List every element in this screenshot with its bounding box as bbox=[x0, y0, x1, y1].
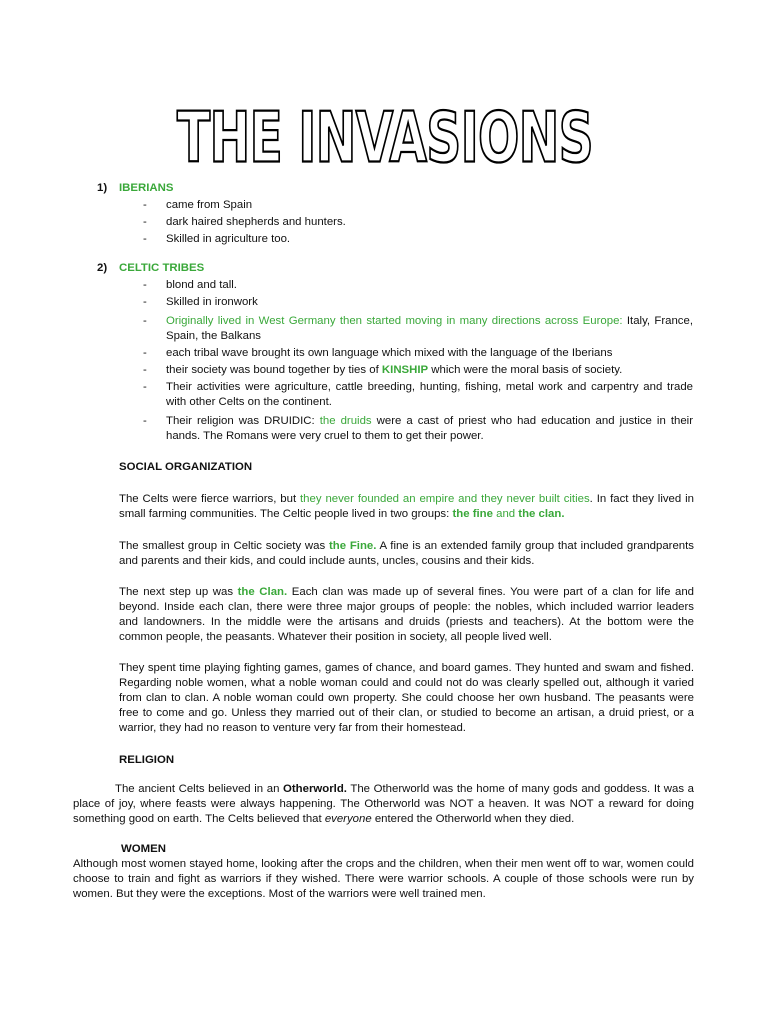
text-span: A fine is an extended family group that included grandparents and parents and their kids, and could include aunts, uncles, cousins and their kids. bbox=[119, 540, 694, 567]
text-span: The next step up was bbox=[119, 586, 238, 598]
women-heading: WOMEN bbox=[121, 843, 166, 855]
clan-term: the clan. bbox=[518, 508, 565, 520]
text-span: entered the Otherworld when they died. bbox=[371, 813, 575, 825]
list-item bbox=[143, 414, 693, 444]
bullet-dash: - bbox=[143, 233, 147, 245]
bullet-dash: - bbox=[143, 381, 147, 393]
text-span: . In fact they lived in small farming communities. The Celtic people lived in two groups: bbox=[119, 493, 694, 520]
bullet-dash: - bbox=[143, 216, 147, 228]
text-span: The ancient Celts believed in an bbox=[115, 783, 284, 795]
social-paragraph-2 bbox=[119, 539, 694, 569]
celtic-tribes-number: 2) bbox=[97, 262, 108, 274]
religion-text-b: were a cast of priest who had education and justice in their hands. The Romans were very cruel to them to get their power. bbox=[166, 415, 693, 442]
bullet-dash: - bbox=[143, 296, 147, 308]
bullet-dash: - bbox=[143, 279, 147, 291]
list-item-text: blond and tall. bbox=[166, 279, 237, 291]
list-item bbox=[143, 232, 346, 247]
list-item bbox=[143, 363, 693, 378]
celtic-tribes-list bbox=[143, 278, 693, 446]
origin-places-text: Italy, France, Spain, the Balkans bbox=[166, 315, 694, 342]
list-item bbox=[143, 380, 693, 410]
fine-term: the Fine. bbox=[328, 540, 377, 552]
list-item bbox=[143, 215, 346, 230]
kinship-term: KINSHIP bbox=[381, 364, 429, 376]
text-span: The smallest group in Celtic society was bbox=[119, 540, 329, 552]
page-title-text: THE INVASIONS bbox=[176, 96, 593, 178]
text-span: and bbox=[492, 508, 519, 520]
bullet-dash: - bbox=[143, 347, 147, 359]
fine-term: the fine bbox=[452, 508, 493, 520]
women-paragraph: Although most women stayed home, looking after the crops and the children, when their men went off to war, women could choose to train and fight as warriors if they wished. There were warrior schools. A couple of those schools were run by women. But they were the exceptions. Most of the warriors were well trained men. bbox=[73, 858, 694, 900]
list-item bbox=[143, 295, 693, 310]
kinship-text-a: their society was bound together by ties of bbox=[166, 364, 382, 376]
list-item bbox=[143, 278, 693, 293]
text-span: The Otherworld was the home of many gods and goddess. It was a place of joy, where feasts were always happening. The Otherworld was NOT a heaven. It was NOT a reward for doing something good on earth. The Celts believed that bbox=[73, 783, 694, 825]
list-item bbox=[143, 346, 693, 361]
celtic-tribes-heading-text: CELTIC TRIBES bbox=[119, 262, 205, 274]
list-item bbox=[143, 314, 693, 344]
social-paragraph-1 bbox=[119, 492, 694, 522]
bullet-dash: - bbox=[143, 315, 147, 327]
bullet-dash: - bbox=[143, 199, 147, 211]
list-item-text: dark haired shepherds and hunters. bbox=[166, 216, 346, 228]
list-item-text: Skilled in ironwork bbox=[166, 296, 258, 308]
social-paragraph-3 bbox=[119, 585, 694, 645]
clan-term: the Clan. bbox=[237, 586, 288, 598]
origin-green-text: Originally lived in West Germany then started moving in many directions across Europe: bbox=[166, 315, 623, 327]
list-item-text: Skilled in agriculture too. bbox=[166, 233, 291, 245]
druids-term: the druids bbox=[319, 415, 372, 427]
otherworld-term: Otherworld. bbox=[283, 783, 347, 795]
text-span: Each clan was made up of several fines. You were part of a clan for life and beyond. Inside each clan, there were three major groups of people: the nobles, which included warrior leaders and landowners. In the middle were the artisans and druids (priests and teachers). At the bottom were the common people, the peasants. Whatever their position in society, all people lived well. bbox=[119, 586, 695, 643]
iberians-number: 1) bbox=[97, 182, 108, 194]
iberians-heading bbox=[97, 181, 173, 196]
page-title bbox=[175, 90, 595, 178]
bullet-dash: - bbox=[143, 415, 147, 427]
kinship-text-b: which were the moral basis of society. bbox=[428, 364, 623, 376]
religion-heading: RELIGION bbox=[119, 754, 175, 766]
list-item-text: each tribal wave brought its own language which mixed with the language of the Iberians bbox=[166, 347, 613, 359]
text-span: The Celts were fierce warriors, but bbox=[119, 493, 301, 505]
bullet-dash: - bbox=[143, 364, 147, 376]
everyone-term: everyone bbox=[324, 813, 372, 825]
celtic-tribes-heading bbox=[97, 261, 204, 276]
social-paragraph-4: They spent time playing fighting games, games of chance, and board games. They hunted and swam and fished. Regarding noble women, what a noble woman could and could not do was clearly spelled out, although it varied from clan to clan. A noble woman could own property. She could choose her own husband. The peasants were free to come and go. Unless they married out of their clan, or studied to become an artisan, a druid priest, or a warrior, they had no reason to venture very far from their homestead. bbox=[119, 662, 694, 734]
religion-text-a: Their religion was DRUIDIC: bbox=[166, 415, 320, 427]
religion-paragraph bbox=[73, 782, 694, 827]
social-organization-heading: SOCIAL ORGANIZATION bbox=[119, 461, 253, 473]
list-item-text: Their activities were agriculture, cattle breeding, hunting, fishing, metal work and carpentry and trade with other Celts on the continent. bbox=[166, 381, 693, 408]
iberians-heading-text: IBERIANS bbox=[119, 182, 174, 194]
list-item bbox=[143, 198, 346, 213]
empire-green-text: they never founded an empire and they never built cities bbox=[300, 493, 590, 505]
iberians-list bbox=[143, 198, 346, 249]
page-title-graphic bbox=[175, 90, 595, 178]
list-item-text: came from Spain bbox=[166, 199, 253, 211]
